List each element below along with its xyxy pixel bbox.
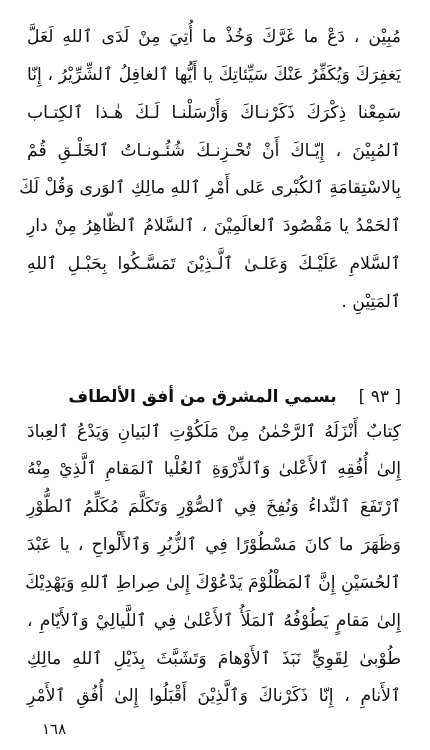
text-line: ٱلمَتِيْنِ . [341, 292, 401, 312]
text-line: ٱلسَّلامِ عَلَيْـكَ وَعَلـىٰ ٱلَّـذِيْنَ تَمَسَّـكُوا بِحَبْـلِ ٱللهِ [27, 254, 401, 274]
text-line: إِلىٰ أُفُقِهِ ٱلأَعْلىٰ وَٱلذِّرْوَةِ ٱلعُلْيا ٱلمَقامِ ٱلَّذِيْ مِنْهُ [27, 459, 401, 479]
text-line: بِالاسْتِقامَةِ ٱلكُبْرى عَلى أَمْرِ ٱللهِ مالِكِ ٱلوَرى وَقُلْ لَكَ [19, 178, 401, 198]
text-line: وَظَهَرَ ما كانَ مَسْطُوْرًا فِي ٱلزُّبُرِ وَٱلأَلْواحِ ، يا عَبْدَ [27, 535, 401, 555]
text-line: ٱلحُسَيْنِ إِنَّ ٱلمَظْلُوْمَ يَدْعُوْكَ إِلىٰ صِراطِ ٱللهِ وَيَهْدِيْكَ [25, 573, 401, 593]
section-heading [68, 385, 401, 409]
text-line: يَغفِرَكَ وَيُكَفِّرُ عَنْكَ سَيِّئاتِكَ يا أَيُّها ٱلغافِلُ ٱلشِّرِّيْرُ ، إِنّا [27, 65, 401, 85]
text-line: ٱلمُبِيْنَ ، إِيّـاكَ أَنْ تُحْـزِنـكَ شُئُـونـاتُ ٱلخَلْـقِ قُمْ [27, 141, 401, 161]
text-line: كِتابٌ أَنْزَلَهُ ٱلرَّحْمٰنُ مِنْ مَلَكُوْتِ ٱلبَيانِ وَيَدْعُ ٱلعِبادَ [27, 422, 401, 442]
text-line: مُبِيْن ، دَعْ ما غَرَّكَ وَخُذْ ما أُتِيَ مِنْ لَدَى ٱللهِ لَعَلَّ [27, 27, 401, 47]
text-line: سَمِعْنا ذِكْرَكَ ذَكَرْنـاكَ وَأَرْسَلْنـا لَـكَ هٰـذا ٱلكِتـاب [27, 103, 401, 123]
text-line: طُوْبىٰ لِقَوِيٍّ نَبَذَ ٱلأَوْهامَ وَتَشَبَّثَ بِذَيْلِ ٱللهِ مالِكِ [27, 649, 401, 669]
text-line: إِلىٰ مَقامٍ يَطُوْفُهُ ٱلمَلَأُ ٱلأَعْلىٰ فِي ٱللَّيالِيْ وَٱلأَيّامِ ، [27, 611, 401, 631]
section-title: بسمي المشرق من أفق الألطاف [68, 387, 337, 407]
text-line: ٱرْتَفَعَ ٱلنِّداءُ وَنُفِخَ فِي ٱلصُّوْرِ وَتَكَلَّمَ مُكَلِّمُ ٱلطُّوْرِ [27, 497, 401, 517]
page-number: ١٦٨ [42, 720, 67, 738]
section-number: [ ٩٣ ] [358, 387, 401, 407]
text-line: ٱلأَنامِ ، إِنّا ذَكَرْناكَ وَٱلَّذِيْنَ أَقْبَلُوا إِلىٰ أُفُقِ ٱلأَمْرِ [27, 686, 401, 706]
text-line: ٱلحَمْدُ يا مَقْصُودَ ٱلعالَمِيْنَ ، ٱلسَّلامُ ٱلظّاهِرُ مِنْ دارِ [27, 216, 401, 236]
